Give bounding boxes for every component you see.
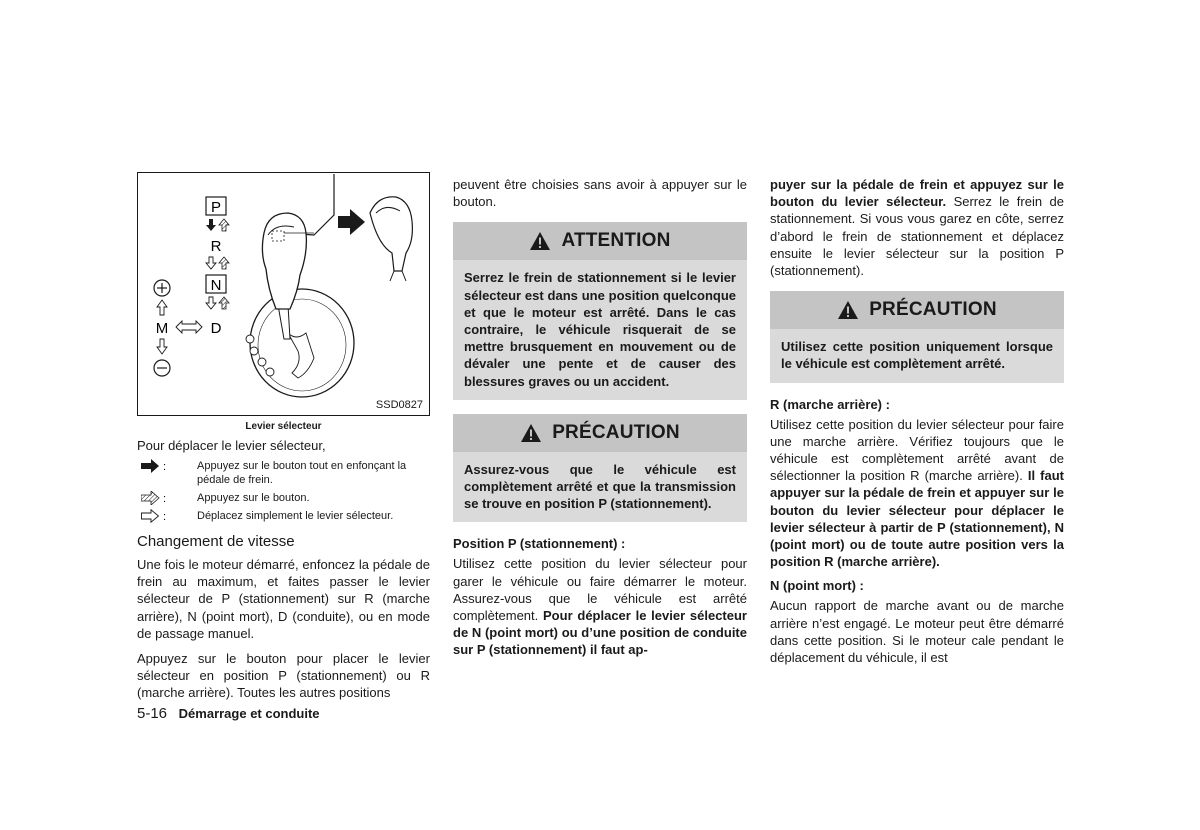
svg-text::: :	[163, 511, 167, 523]
gear-label-m: M	[155, 320, 169, 337]
gear-selector-figure	[137, 172, 430, 416]
precaution-text: Utilisez cette position uniquement lorsque le véhicule est complètement arrêté.	[781, 339, 1053, 372]
chapter-title: Démarrage et conduite	[178, 706, 320, 721]
inset-solid-arrow-icon	[338, 209, 365, 235]
column-2	[453, 176, 747, 667]
paragraph: Utilisez cette position du levier sélecteur pour garer le véhicule ou faire démarrer le moteur. Assurez-vous que le véhicule est arrêté complètement. Pour déplacer le levier sélecteur de N (point mort) ou d’une position de conduite sur P (stationnement) il faut ap-	[453, 556, 747, 658]
legend-intro: Pour déplacer le levier sélecteur,	[137, 438, 326, 453]
attention-box	[453, 222, 747, 399]
paragraph: puyer sur la pédale de frein et appuyez sur le bouton du levier sélecteur. Serrez le frein de stationnement. Si vous vous garez en côte, serrez d’abord le frein de stationnement et déplacez ensuite le levier sélecteur sur la position P (stationnement).	[770, 177, 1064, 279]
legend-item: : Appuyez sur le bouton.	[137, 491, 430, 505]
paragraph: Aucun rapport de marche avant ou de marche arrière n’est engagé. Le moteur peut être démarré dans cette position. Si le moteur cale pendant le déplacement du véhicule, il est	[770, 598, 1064, 666]
column-3	[770, 176, 1064, 674]
gear-label-n: N	[210, 277, 222, 294]
precaution-box	[770, 291, 1064, 382]
paragraph: peuvent être choisies sans avoir à appuyer sur le bouton.	[453, 177, 747, 210]
warning-icon	[837, 300, 859, 320]
page-number: 5-16	[137, 705, 168, 722]
subheading-neutral: N (point mort) :	[770, 578, 864, 594]
precaution-title: PRÉCAUTION	[552, 421, 680, 443]
precaution-text: Assurez-vous que le véhicule est complètement arrêté et que la transmission se trouve en position P (stationnement).	[464, 461, 736, 512]
warning-icon	[520, 423, 542, 443]
arrow-legend	[137, 459, 430, 523]
precaution-title: PRÉCAUTION	[869, 299, 997, 321]
warning-icon	[529, 231, 551, 251]
precaution-box	[453, 414, 747, 523]
attention-text: Serrez le frein de stationnement si le levier sélecteur est dans une position quelconque et que le moteur est arrêté. Dans le cas contraire, le véhicule risquerait de se mettre brusquement en mouvement ou de dévaler une pente et de causer des blessures graves ou un accident.	[464, 270, 736, 389]
figure-code: SSD0827	[375, 399, 423, 411]
subheading-position-p: Position P (stationnement) :	[453, 536, 626, 552]
paragraph: Une fois le moteur démarré, enfoncez la pédale de frein au maximum, et faites passer le levier sélecteur de P (stationnement) sur R (marche arrière), N (point mort), D (conduite), ou en mode de passage manuel.	[137, 557, 430, 641]
solid-arrow-icon	[141, 459, 181, 473]
hatched-arrow-icon	[141, 491, 181, 505]
attention-title: ATTENTION	[561, 230, 671, 252]
paragraph: Appuyez sur le bouton pour placer le levier sélecteur en position P (stationnement) ou R (marche arrière). Toutes les autres positions	[137, 651, 430, 701]
figure-caption: Levier sélecteur	[245, 421, 322, 432]
page-footer	[137, 705, 320, 722]
subheading-reverse: R (marche arrière) :	[770, 396, 890, 412]
gear-label-d: D	[210, 320, 222, 337]
gear-label-r: R	[210, 238, 222, 255]
outline-arrow-icon	[141, 509, 181, 523]
column-1	[137, 172, 430, 710]
legend-item: : Appuyez sur le bouton tout en enfonçant la pédale de frein.	[137, 459, 430, 487]
gear-label-p: P	[210, 199, 222, 216]
shift-lever-illustration	[138, 173, 431, 417]
section-heading: Changement de vitesse	[137, 533, 295, 550]
paragraph: Utilisez cette position du levier sélecteur pour faire une marche arrière. Vérifiez toujours que le véhicule est complètement arrêté avant de sélectionner la position R (marche arrière). Il faut appuyer sur la pédale de frein et appuyer sur le bouton du levier sélecteur pour déplacer le levier sélecteur à partir de P (stationnement), N (point mort) ou de toute autre position vers la position R (marche arrière).	[770, 416, 1065, 570]
svg-text::: :	[163, 461, 167, 473]
legend-item: : Déplacez simplement le levier sélecteur.	[137, 509, 430, 523]
svg-text::: :	[163, 493, 167, 505]
